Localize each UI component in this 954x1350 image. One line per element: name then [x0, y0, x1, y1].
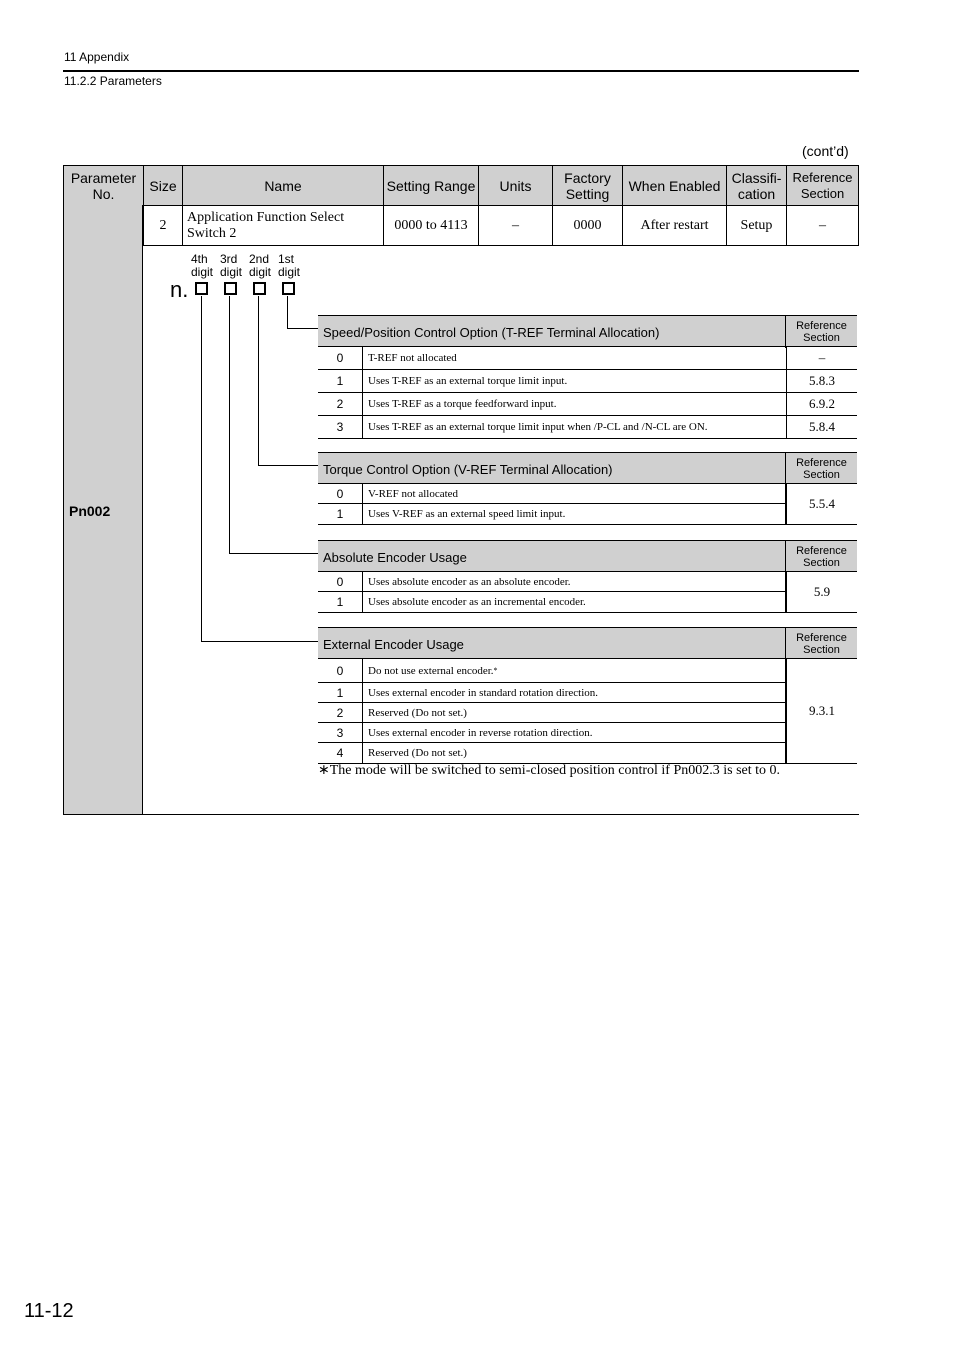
subtable-ref-header: Reference Section: [796, 632, 847, 656]
row-desc: [368, 659, 498, 682]
row-desc: Reserved (Do not set.): [368, 706, 467, 719]
subtable-speed-position: [318, 315, 857, 439]
continued-label: (cont’d): [802, 143, 849, 159]
row-desc: Uses external encoder in standard rotation direction.: [368, 686, 599, 699]
table-row: [318, 659, 786, 683]
row-ref: 5.8.3: [786, 370, 857, 392]
value-setting-range: 0000 to 4113: [383, 205, 479, 246]
row-desc: Uses absolute encoder as an incremental encoder.: [368, 596, 586, 608]
table-row: [318, 743, 786, 764]
table-row: [318, 347, 857, 370]
param-column: [63, 205, 143, 815]
row-ref: 6.9.2: [786, 393, 857, 415]
table-row: [318, 504, 786, 525]
row-code: 0: [318, 484, 363, 503]
subtable-header: [318, 627, 857, 659]
table-row: [318, 683, 786, 703]
row-code: 1: [318, 592, 363, 612]
value-when-enabled: After restart: [622, 205, 727, 246]
row-code: 3: [318, 416, 363, 438]
subtable-ref-header: Reference Section: [796, 545, 847, 569]
row-desc: Uses T-REF as a torque feedforward input.: [368, 398, 557, 410]
header-rule: [63, 70, 859, 72]
row-desc: Reserved (Do not set.): [368, 747, 467, 759]
row-code: 0: [318, 347, 363, 369]
digit-label-2nd: 2nd digit: [249, 252, 272, 279]
row-code: 2: [318, 703, 363, 722]
connector-4th-h: [201, 641, 318, 642]
table-row: [318, 393, 857, 416]
table-row: [318, 703, 786, 723]
table-row: [318, 592, 786, 613]
row-code: 4: [318, 743, 363, 763]
subtable-header: [318, 452, 857, 484]
footnote-mark: *: [493, 666, 498, 675]
value-name: Application Function Select Switch 2: [182, 205, 384, 246]
row-code: 1: [318, 683, 363, 702]
header-units: Units: [478, 165, 553, 206]
header-name: Name: [182, 165, 384, 206]
digit-label-3rd: 3rd digit: [220, 252, 243, 279]
subtable-ref: 9.3.1: [786, 659, 857, 764]
header-param-no: Parameter No.: [63, 165, 144, 206]
connector-1st-h: [287, 328, 318, 329]
digit-box-1st: [282, 282, 295, 295]
subtable-ref: 5.5.4: [786, 484, 857, 525]
value-units: –: [478, 205, 553, 246]
digit-label-1st: 1st digit: [278, 252, 301, 279]
table-row: [318, 723, 786, 743]
connector-4th: [201, 296, 202, 642]
value-reference: –: [786, 205, 859, 246]
connector-2nd: [258, 296, 259, 466]
digit-box-3rd: [224, 282, 237, 295]
value-classification: Setup: [726, 205, 787, 246]
subtable-external-encoder: [318, 627, 857, 764]
table-row: [318, 370, 857, 393]
subtable-ref-header: Reference Section: [796, 320, 847, 344]
footnote-text: The mode will be switched to semi-closed position control if Pn002.3 is set to 0.: [329, 763, 781, 778]
value-size: 2: [143, 205, 183, 246]
subtable-header: [318, 315, 857, 347]
digit-box-2nd: [253, 282, 266, 295]
table-row: [318, 572, 786, 592]
value-factory-setting: 0000: [552, 205, 623, 246]
connector-3rd-h: [229, 553, 318, 554]
header-when-enabled: When Enabled: [622, 165, 727, 206]
subtable-torque-control: [318, 452, 857, 525]
header-reference: Reference Section: [786, 165, 859, 206]
row-desc: T-REF not allocated: [368, 352, 457, 364]
connector-3rd: [229, 296, 230, 554]
row-code: 2: [318, 393, 363, 415]
header-size: Size: [143, 165, 183, 206]
row-ref: –: [786, 347, 857, 369]
subtable-title: Absolute Encoder Usage: [318, 541, 786, 573]
row-desc: Uses external encoder in reverse rotation direction.: [368, 726, 593, 739]
row-ref: 5.8.4: [786, 416, 857, 438]
header-classification: Classifi- cation: [726, 165, 787, 206]
connector-2nd-h: [258, 465, 318, 466]
subtable-ref: 5.9: [786, 572, 857, 613]
param-number: Pn002: [69, 503, 111, 519]
subtable-absolute-encoder: [318, 540, 857, 613]
row-code: 1: [318, 370, 363, 392]
row-code: 1: [318, 504, 363, 524]
row-desc: Uses V-REF as an external speed limit input.: [368, 508, 566, 520]
subtable-title: Speed/Position Control Option (T-REF Terminal Allocation): [318, 316, 786, 348]
subtable-ref-header: Reference Section: [796, 457, 847, 481]
subtable-title: Torque Control Option (V-REF Terminal Allocation): [318, 453, 786, 485]
digit-box-4th: [195, 282, 208, 295]
table-row: [318, 416, 857, 439]
row-code: 0: [318, 659, 363, 682]
row-desc: Uses absolute encoder as an absolute encoder.: [368, 575, 571, 588]
footnote: [318, 762, 780, 779]
row-desc: V-REF not allocated: [368, 487, 459, 500]
table-row: [318, 484, 786, 504]
section-header: 11.2.2 Parameters: [64, 74, 162, 88]
subtable-title: External Encoder Usage: [318, 628, 786, 660]
row-code: 0: [318, 572, 363, 591]
row-desc: Uses T-REF as an external torque limit input.: [368, 375, 568, 387]
header-setting-range: Setting Range: [383, 165, 479, 206]
page-number: 11-12: [24, 1300, 74, 1322]
row-code: 3: [318, 723, 363, 742]
digit-prefix: n.: [170, 277, 189, 302]
chapter-header: 11 Appendix: [64, 50, 130, 64]
connector-1st: [287, 296, 288, 329]
header-factory-setting: Factory Setting: [552, 165, 623, 206]
row-desc: Uses T-REF as an external torque limit input when /P-CL and /N-CL are ON.: [368, 421, 708, 433]
subtable-header: [318, 540, 857, 572]
footnote-symbol: ∗: [318, 763, 330, 778]
row-desc-text: Do not use external encoder.: [368, 664, 494, 677]
digit-label-4th: 4th digit: [191, 252, 214, 279]
